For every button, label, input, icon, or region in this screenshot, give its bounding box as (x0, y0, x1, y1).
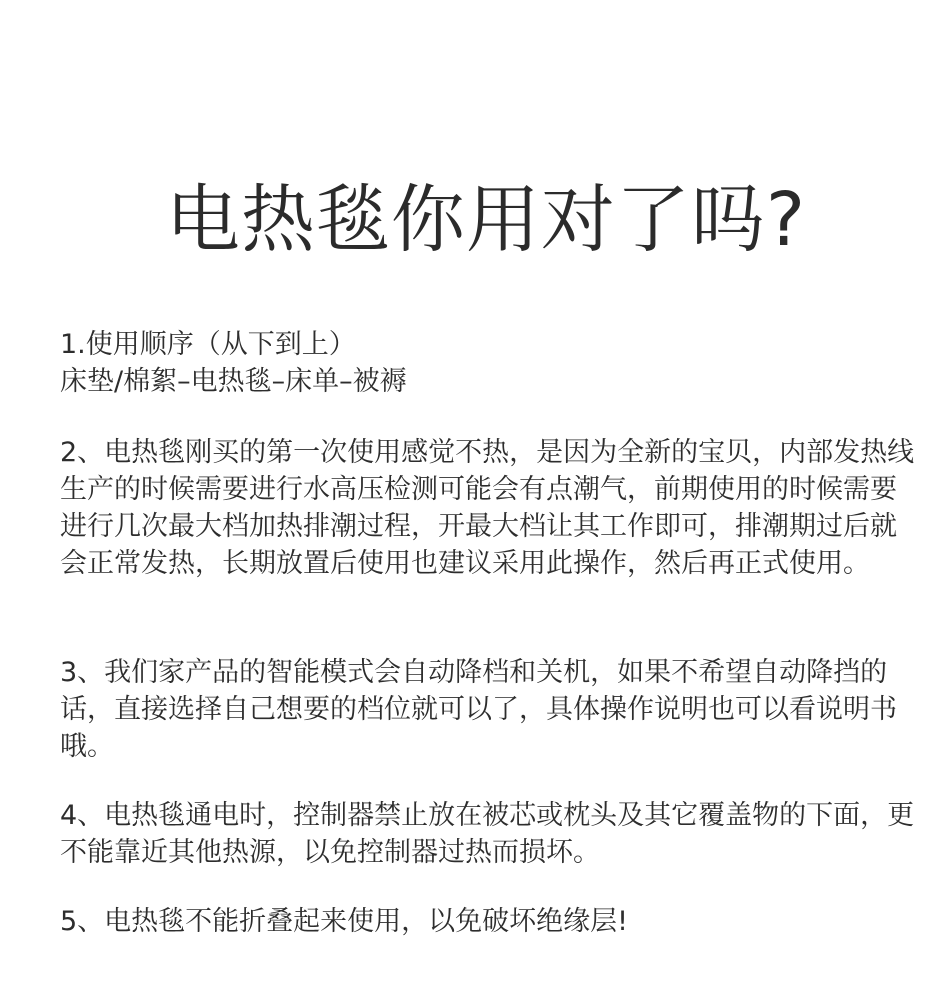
tip-1-heading: 1.使用顺序（从下到上） (60, 329, 356, 360)
tip-item-4 (60, 797, 922, 871)
tip-item-3 (60, 654, 922, 765)
tip-3-text: 3、我们家产品的智能模式会自动降档和关机，如果不希望自动降挡的话，直接选择自己想要的档位就可以了，具体操作说明也可以看说明书哦。 (60, 657, 897, 762)
tip-5-text: 5、电热毯不能折叠起来使用，以免破坏绝缘层! (60, 906, 629, 937)
tip-1-order: 床垫/棉絮–电热毯–床单–被褥 (60, 366, 407, 397)
tip-item-1 (60, 326, 920, 400)
tip-item-2 (60, 434, 922, 582)
page-title: 电热毯你用对了吗? (165, 177, 807, 263)
tip-2-text: 2、电热毯刚买的第一次使用感觉不热，是因为全新的宝贝，内部发热线生产的时候需要进行水高压检测可能会有点潮气，前期使用的时候需要进行几次最大档加热排潮过程，开最大档让其工作即可，排潮期过后就会正常发热，长期放置后使用也建议采用此操作，然后再正式使用。 (60, 437, 915, 579)
tip-item-5 (60, 903, 922, 940)
tip-4-text: 4、电热毯通电时，控制器禁止放在被芯或枕头及其它覆盖物的下面，更不能靠近其他热源，以免控制器过热而损坏。 (60, 800, 915, 868)
